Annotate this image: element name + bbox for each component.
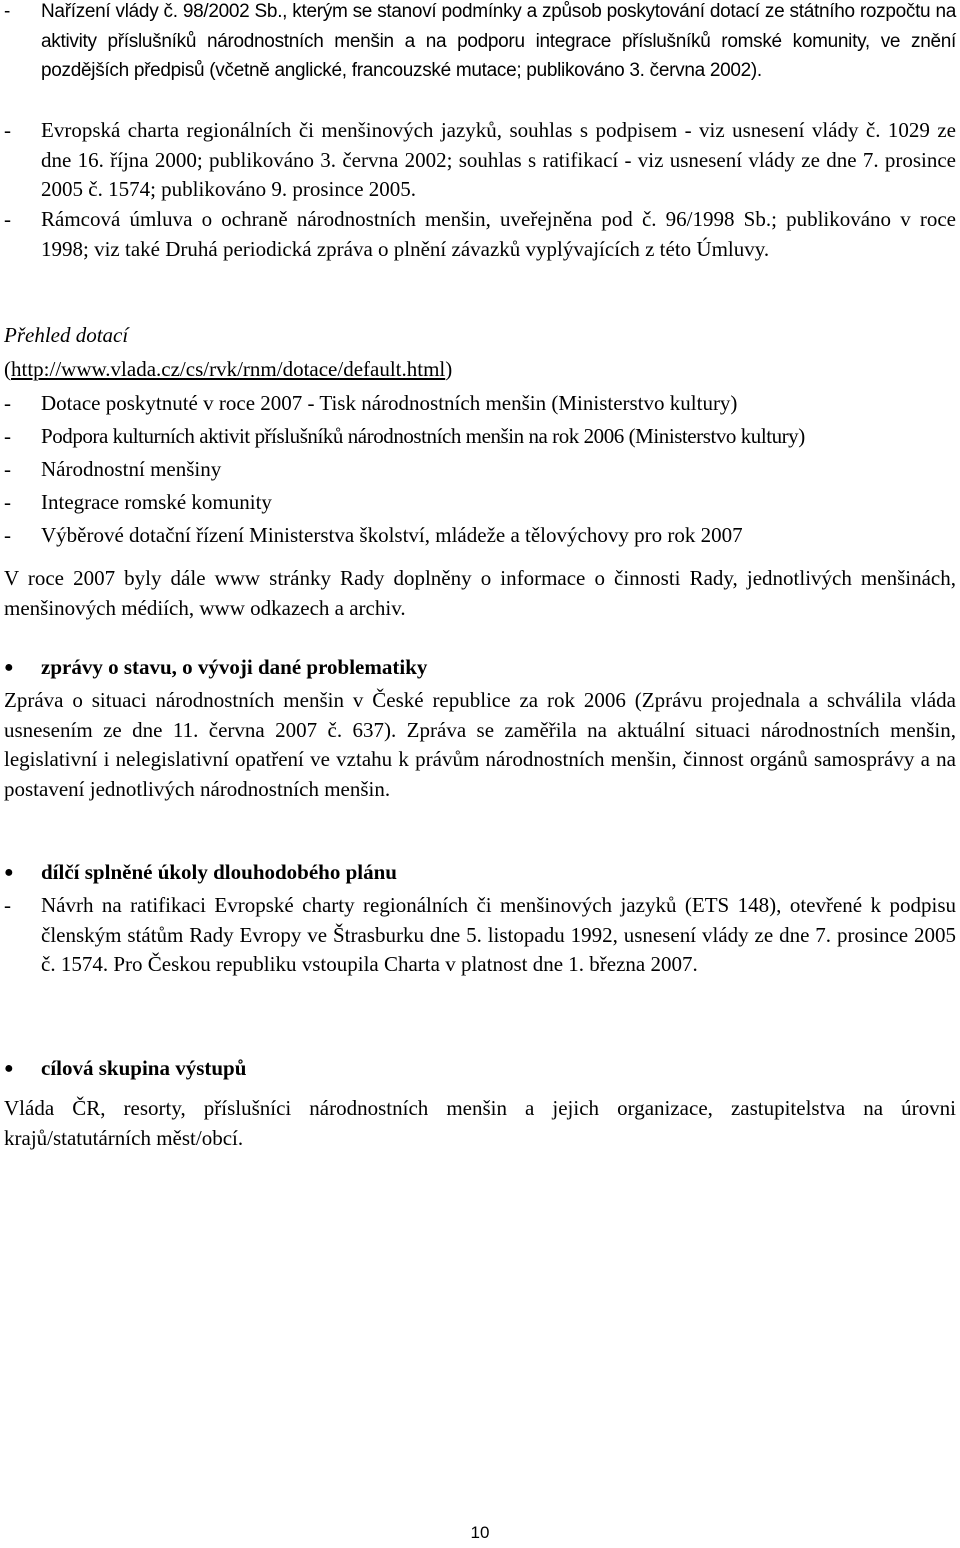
subsidy-item: Národnostní menšiny (41, 457, 222, 481)
section-paragraph: Zpráva o situaci národnostních menšin v České republice za rok 2006 (Zprávu projednala a schválila vláda usnesením ze dne 11. června 2007 č. 637). Zpráva se zaměřila na aktuální situaci národnostních menšin, legislativní i nelegislativní opatření ve vztahu k právům národnostních menšin, činnost orgánů samosprávy a na postavení jednotlivých národnostních menšin. (4, 688, 956, 801)
subsidy-item: Dotace poskytnuté v roce 2007 - Tisk národnostních menšin (Ministerstvo kultury) (41, 391, 738, 415)
bullet-icon: ● (4, 1060, 14, 1077)
list-item (4, 389, 956, 419)
section-title: zprávy o stavu, o vývoji dané problematiky (41, 655, 428, 679)
list-item (4, 422, 960, 452)
legislation-item: Nařízení vlády č. 98/2002 Sb., kterým se stanoví podmínky a způsob poskytování dotací ze státního rozpočtu na aktivity příslušníků národnostních menšin a na podporu integrace příslušníků romské komunity, ve znění pozdějších předpisů (včetně anglické, francouzské mutace; publikováno 3. června 2002). (41, 1, 956, 81)
dash-marker: - (4, 207, 11, 231)
list-item (4, 455, 956, 485)
bullet-icon: ● (4, 864, 14, 881)
list-item (4, 0, 956, 86)
bullet-icon: ● (4, 659, 14, 676)
list-item (4, 205, 956, 264)
legislation-item: Evropská charta regionálních či menšinových jazyků, souhlas s podpisem - viz usnesení vlády č. 1029 ze dne 16. října 2000; publikováno 3. června 2002; souhlas s ratifikací - viz usnesení vlády ze dne 7. prosince 2005 č. 1574; publikováno 9. prosince 2005. (41, 118, 956, 201)
dash-marker: - (4, 391, 11, 415)
list-item (4, 891, 956, 980)
dash-marker: - (4, 424, 11, 448)
subsidies-link-line (4, 355, 452, 385)
dash-marker: - (4, 457, 11, 481)
legislation-item: Rámcová úmluva o ochraně národnostních menšin, uveřejněna pod č. 96/1998 Sb.; publikováno v roce 1998; viz také Druhá periodická zpráva o plnění závazků vyplývajících z této Úmluvy. (41, 207, 956, 261)
subsidies-note: V roce 2007 byly dále www stránky Rady doplněny o informace o činnosti Rady, jednotlivých menšinách, menšinových médiích, www odkazech a archiv. (4, 566, 956, 620)
dash-marker: - (4, 118, 11, 142)
list-item (4, 488, 956, 518)
section-heading (4, 653, 427, 683)
subsidies-link[interactable]: http://www.vlada.cz/cs/rvk/rnm/dotace/default.html (11, 357, 446, 381)
paren-close: ) (445, 357, 453, 381)
subsidies-heading: Přehled dotací (4, 323, 129, 347)
subsidy-item: Podpora kulturních aktivit příslušníků národnostních menšin na rok 2006 (Ministerstvo kultury) (41, 424, 805, 448)
section-title: cílová skupina výstupů (41, 1056, 247, 1080)
dash-marker: - (4, 490, 11, 514)
subsidy-item: Výběrové dotační řízení Ministerstva školství, mládeže a tělovýchovy pro rok 2007 (41, 523, 743, 547)
list-item (4, 116, 956, 205)
section-title: dílčí splněné úkoly dlouhodobého plánu (41, 860, 397, 884)
section-paragraph: Vláda ČR, resorty, příslušníci národnostních menšin a jejich organizace, zastupitelstva na úrovni krajů/statutárních měst/obcí. (4, 1096, 956, 1150)
subsidy-item: Integrace romské komunity (41, 490, 272, 514)
section-heading (4, 1054, 246, 1084)
paren-open: ( (4, 357, 11, 381)
dash-marker: - (4, 1, 11, 22)
dash-marker: - (4, 523, 11, 547)
page-number: 10 (470, 1523, 490, 1542)
list-item (4, 521, 956, 551)
section-heading (4, 858, 397, 888)
section-item: Návrh na ratifikaci Evropské charty regionálních či menšinových jazyků (ETS 148), otevřené k podpisu členským státům Rady Evropy ve Štrasburku dne 5. listopadu 1992, usnesení vlády ze dne 7. prosince 2005 č. 1574. Pro Českou republiku vstoupila Charta v platnost dne 1. března 2007. (41, 893, 956, 976)
dash-marker: - (4, 893, 11, 917)
